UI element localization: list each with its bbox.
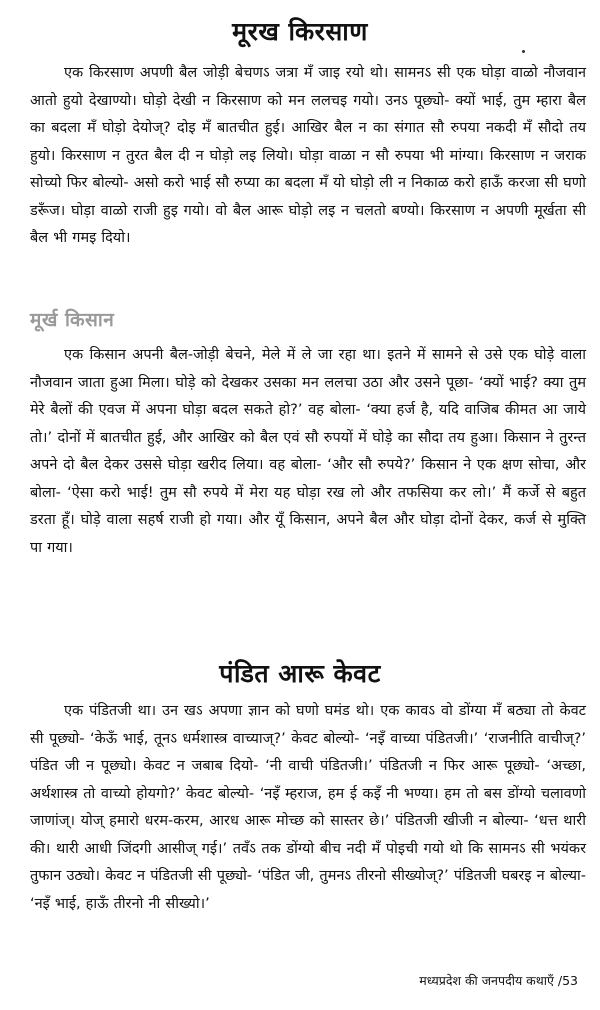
story-paragraph-dialect: एक किरसाण अपणी बैल जोड़ी बेचणऽ जत्रा मँ जाइ रयो थो। सामनऽ सी एक घोड़ा वाळो नौजवान आतो हुयो देखाण्यो। घोड़ो देखी न किरसाण को मन ललचइ गयो। उनऽ पूछ्यो- क्यों भाई, तुम म्हारा बैल का बदला मँ घोड़ो देयोज्? दोइ मँ बातचीत हुई। आखिर बैल न का संगात सौ रुपया नकदी मँ सौदो तय हुयो। किरसाण न तुरत बैल दी न घोड़ो लइ लियो। घोड़ा वाळा न सौ रुपया भी मांग्या। किरसाण न जराक सोच्यो फिर बोल्यो- असो करो भाई सौ रुप्या का बदला मँ यो घोड़ो ली न निकाळ करो हाऊँ करजा सी घणो डरूँज। घोड़ा वाळो राजी हुइ गयो। वो बैल आरू घोड़ो लइ न चलतो बण्यो। किरसाण न अपणी मूर्खता सी बैल भी गमइ दियो। xyxy=(30,65,586,246)
story-title-murakh-kirsan: मूरख किरसाण xyxy=(232,17,368,46)
translation-title-murkh-kisan: मूर्ख किसान xyxy=(30,309,115,331)
ink-dot xyxy=(522,50,525,53)
page-footer: मध्यप्रदेश की जनपदीय कथाएँ /53 xyxy=(419,973,578,988)
translation-paragraph: एक किसान अपनी बैल-जोड़ी बेचने, मेले में ले जा रहा था। इतने में सामने से उसे एक घोड़े वाला नौजवान जाता हुआ मिला। घोड़े को देखकर उसका मन ललचा उठा और उसने पूछा- ‘क्यों भाई? क्या तुम मेरे बैलों की एवज में अपना घोड़ा बदल सकते हो?’ वह बोला- ‘क्या हर्ज है, यदि वाजिब कीमत आ जाये तो।’ दोनों में बातचीत हुई, और आखिर को बैल एवं सौ रुपयों में घोड़े का सौदा तय हुआ। किसान ने तुरन्त अपने दो बैल देकर उससे घोड़ा खरीद लिया। वह बोला- ‘और सौ रुपये?’ किसान ने एक क्षण सोचा, और बोला- ‘ऐसा करो भाई! तुम सौ रुपये में मेरा यह घोड़ा रख लो और तफसिया कर लो।’ मैं कर्जे से बहुत डरता हूँ। घोड़े वाला सहर्ष राजी हो गया। और यूँ किसान, अपने बैल और घोड़ा दोनों देकर, कर्ज से मुक्ति पा गया। xyxy=(30,347,586,556)
story-paragraph-pandit: एक पंडितजी था। उन खऽ अपणा ज्ञान को घणो घमंड थो। एक कावऽ वो डोंग्या मँ बठ्या तो केवट सी पूछ्यो- ‘केऊँ भाई, तूनऽ धर्मशास्त्र वाच्याज्?’ केवट बोल्यो- ‘नइँ वाच्या पंडितजी।’ ‘राजनीति वाचीज्?’ पंडित जी न पूछ्यो। केवट न जबाब दियो- ‘नी वाची पंडितजी।’ पंडितजी न फिर आरू पूछ्यो- ‘अच्छा, अर्थशास्त्र तो वाच्यो होयगो?’ केवट बोल्यो- ‘नइँ म्हराज, हम ई कइँ नी भण्या। हम तो बस डोंग्यो चलावणो जाणांज्। योज् हमारो धरम-करम, आरध आरू मोच्छ को सास्तर छे।’ पंडितजी खीजी न बोल्या- ‘धत्त थारी की। थारी आधी जिंदगी आसीज् गई।’ तवँऽ तक डोंग्यो बीच नदी मँ पोइची गयो थो कि सामनऽ सी भयंकर तुफान उठ्यो। केवट न पंडितजी सी पूछ्यो- ‘पंडित जी, तुमनऽ तीरनो सीख्योज्?’ पंडितजी घबरइ न बोल्या- ‘नइँ भाई, हाऊँ तीरनो नी सीख्यो।’ xyxy=(30,703,586,912)
story-title-pandit-aru-kevat: पंडित आरू केवट xyxy=(219,659,381,688)
